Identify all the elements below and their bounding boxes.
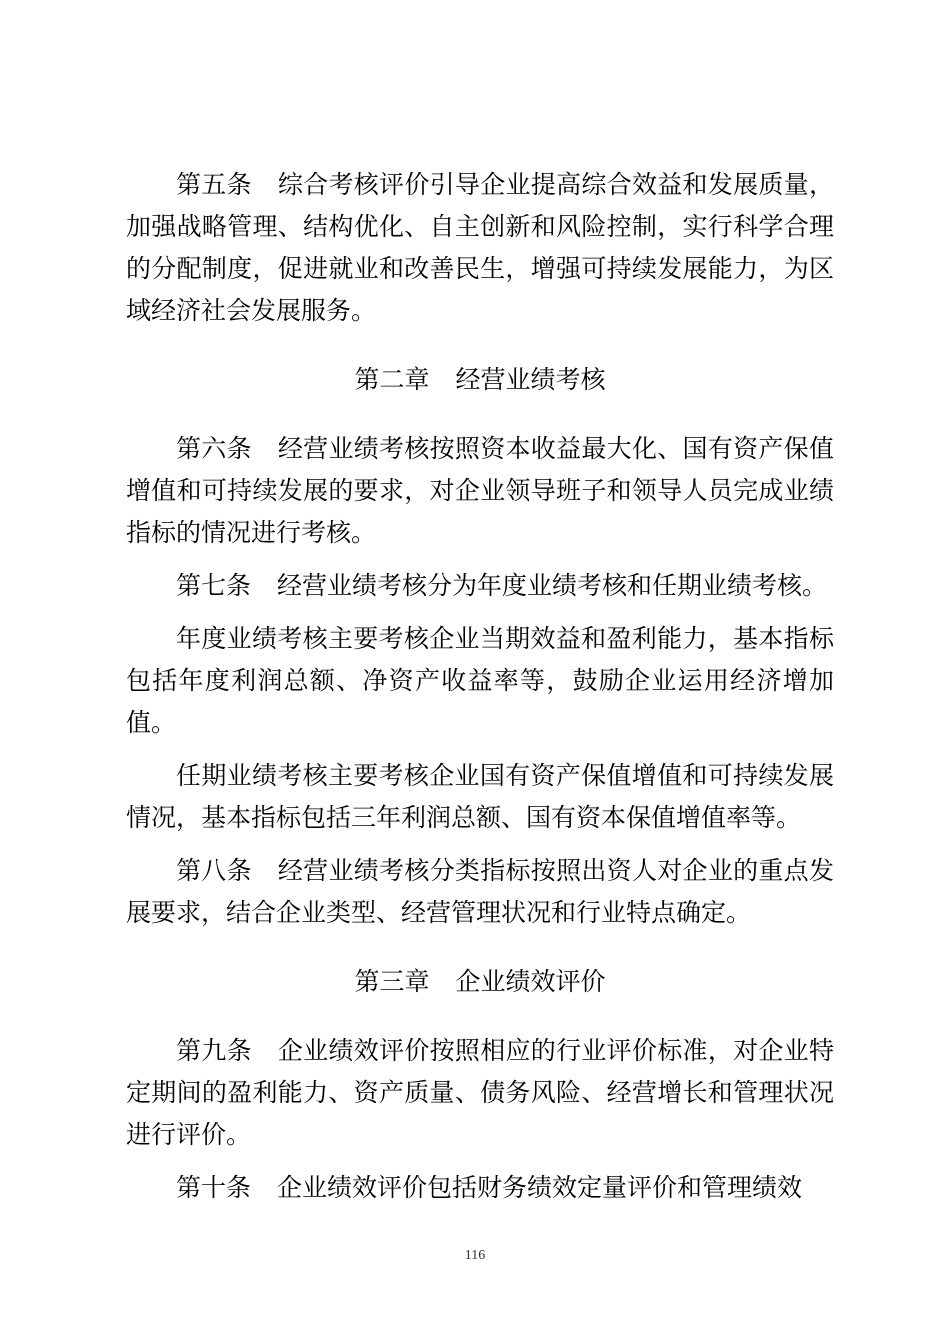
chapter-title: 经营业绩考核: [455, 365, 606, 394]
chapter-heading-3: [126, 961, 834, 1003]
chapter-number: 第三章: [354, 967, 430, 996]
page-number: 116: [464, 1248, 486, 1263]
article-label: 第十条: [176, 1173, 252, 1202]
article-text: 经营业绩考核按照资本收益最大化、国有资产保值增值和可持续发展的要求，对企业领导班子和领导人员完成业绩指标的情况进行考核。: [126, 434, 834, 547]
article-text: 经营业绩考核分类指标按照出资人对企业的重点发展要求，结合企业类型、经营管理状况和行业特点确定。: [126, 856, 834, 927]
article-7-paragraph-3: 任期业绩考核主要考核企业国有资产保值增值和可持续发展情况，基本指标包括三年利润总额、国有资本保值增值率等。: [126, 761, 834, 832]
article-text: 综合考核评价引导企业提高综合效益和发展质量，加强战略管理、结构优化、自主创新和风险控制，实行科学合理的分配制度，促进就业和改善民生，增强可持续发展能力，为区域经济社会发展服务。: [126, 170, 834, 325]
article-text: 企业绩效评价按照相应的行业评价标准，对企业特定期间的盈利能力、资产质量、债务风险、经营增长和管理状况进行评价。: [126, 1036, 834, 1149]
article-label: 第八条: [176, 856, 252, 885]
article-8: [126, 850, 834, 934]
article-text: 企业绩效评价包括财务绩效定量评价和管理绩效: [277, 1173, 803, 1202]
article-label: 第五条: [176, 170, 252, 199]
chapter-title: 企业绩效评价: [455, 967, 606, 996]
article-label: 第六条: [176, 434, 252, 463]
article-10: [126, 1167, 834, 1209]
article-5: [126, 164, 834, 332]
article-label: 第九条: [176, 1036, 252, 1065]
article-label: 第七条: [176, 571, 252, 600]
chapter-heading-2: [126, 359, 834, 401]
article-9: [126, 1030, 834, 1156]
chapter-number: 第二章: [354, 365, 430, 394]
article-7: [126, 565, 834, 607]
article-7-paragraph-2: 年度业绩考核主要考核企业当期效益和盈利能力，基本指标包括年度利润总额、净资产收益率等，鼓励企业运用经济增加值。: [126, 624, 834, 737]
document-body: [126, 164, 834, 1220]
article-6: [126, 428, 834, 554]
article-text: 经营业绩考核分为年度业绩考核和任期业绩考核。: [277, 571, 828, 600]
